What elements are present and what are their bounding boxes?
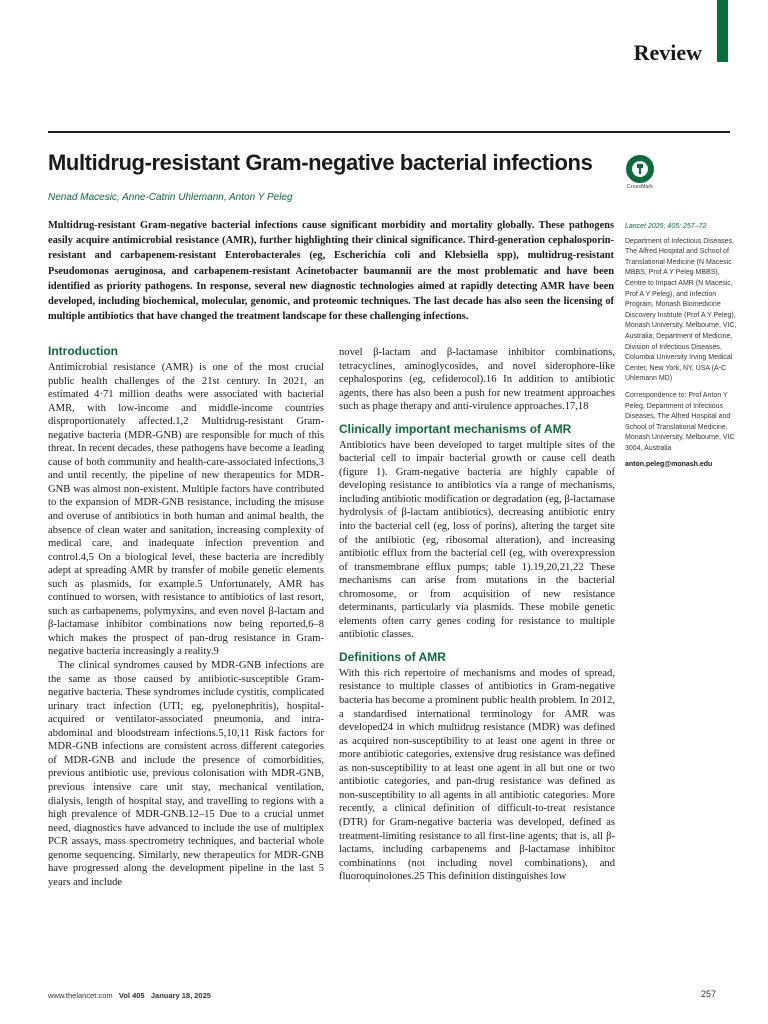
section-label: Review (633, 40, 702, 65)
journal-website-link[interactable]: www.thelancet.com (48, 991, 113, 1000)
citation: Lancet 2025; 405: 257–72 (625, 223, 707, 230)
volume: Vol 405 (118, 991, 145, 1000)
footer-left (48, 991, 211, 1000)
header-rule (48, 131, 730, 133)
page-number: 257 (700, 989, 716, 999)
intro-continued-paragraph: novel β-lactam and β-lactamase inhibitor combinations, tetracyclines, aminoglycosides, and novel siderophore-like cephalosporins (eg, cefiderocol).16 In addition to antibiotic agents, there has also been a push for new treatment approaches such as phage therapy and anti-virulence approaches.17,18 (339, 347, 615, 413)
heading-mechanisms: Clinically important mechanisms of AMR (339, 421, 572, 436)
crossmark-badge[interactable] (623, 155, 657, 190)
heading-introduction: Introduction (48, 344, 118, 358)
definitions-paragraph: With this rich repertoire of mechanisms and modes of spread, resistance to multiple classes of antibiotics in Gram-negative bacteria has become a prominent public health problem. In 2012, a standardised international terminology for AMR was developed24 in which multidrug resistance (MDR) was defined as acquired non-susceptibility to at least one agent in three or more antibiotic categories, extensive drug resistance was defined as non-susceptibility to at least one agent in all but one or two antibiotic categories, and pan-drug resistance was defined as non-susceptibility to all agents in all antibiotic categories. More recently, a clinical definition of difficult-to-treat resistance (DTR) for Gram-negative bacteria was developed, defined as treatment-limiting resistance to all first-line agents; that is, all β-lactams, including carbapenems and β-lactamase inhibitor combinations (not including novel combinations), and fluoroquinolones.25 This definition distinguishes low (339, 667, 615, 883)
mechanisms-paragraph: Antibiotics have been developed to target multiple sites of the bacterial cell to impair bacterial growth or cause cell death (figure 1). Gram-negative bacteria are highly capable of developing resistance to antibiotics via a range of mechanisms, including antibiotic modification or degradation (eg, β-lactamase hydrolysis of β-lactam antibiotics), decreasing antibiotic entry into the bacterial cell (eg, loss of porins), altering the target site of the antibiotic (eg, ribosomal alteration), and increasing antibiotic efflux from the bacterial cell (eg, with overexpression of transmembrane efflux pumps; table 1).19,20,21,22 These mechanisms can arise from mutations in the bacterial chromosome, or from acquisition of new resistance determinants, particularly via plasmids. These mobile genetic elements often carry genes coding for resistance to multiple antibiotic classes. (339, 439, 615, 641)
crossmark-icon (626, 155, 654, 183)
article-title: Multidrug-resistant Gram-negative bacterial infections (48, 150, 593, 175)
section-color-bar (717, 0, 728, 62)
issue-date: January 18, 2025 (150, 991, 211, 1000)
intro-paragraph-2: The clinical syndromes caused by MDR-GNB infections are the same as those caused by antibiotic-susceptible Gram-negative bacteria. These syndromes include cystitis, complicated urinary tract infection (UTI; eg, pyelonephritis), hospital-acquired or ventilator-associated pneumonia, and intra-abdominal and bloodstream infections.5,10,11 Risk factors for MDR-GNB infections are consistent across different categories of MDR-GNB and include the presence of comorbidities, previous antibiotic use, previous colonisation with MDR-GNB, previous intensive care unit stay, mechanical ventilation, dialysis, length of hospital stay, and travelling to regions with a high prevalence of MDR-GNB.12–15 Due to a crucial unmet need, diagnostics have advanced to include the use of multiplex PCR assays, mass spectrometry techniques, and bacterial whole genome sequencing. Similarly, new therapeutics for MDR-GNB have progressed along the development pipeline in the last 5 years and include (48, 660, 324, 888)
affiliations: Department of Infectious Diseases, The Alfred Hospital and School of Translational Medicine (N Macesic MBBS, Prof A Y Peleg MBBS), Centre to Impact AMR (N Macesic, Prof A Y Peleg), and Infection Program, Monash Biomedicine Discovery Institute (Prof A Y Peleg), Monash University, Melbourne, VIC, Australia; Department of Medicine, Division of Infectious Diseases, Columbia University Irving Medical Center, New York, NY, USA (A-C Uhlemann MD) (625, 237, 737, 383)
sidebar (625, 222, 737, 471)
author-list: Nenad Macesic, Anne-Catrin Uhlemann, Anton Y Peleg (48, 192, 293, 203)
correspondence-email[interactable]: anton.peleg@monash.edu (625, 461, 713, 469)
left-column (48, 344, 324, 889)
correspondence: Correspondence to: Prof Anton Y Peleg, Department of Infectious Diseases, The Alfred Hospital and School of Translational Medicine, Monash University, Melbourne, VIC 3004, Australia (625, 391, 735, 452)
abstract: Multidrug-resistant Gram-negative bacterial infections cause significant morbidity and mortality globally. These pathogens easily acquire antimicrobial resistance (AMR), further highlighting their clinical significance. Third-generation cephalosporin-resistant and carbapenem-resistant Enterobacterales (eg, Escherichia coli and Klebsiella spp), multidrug-resistant Pseudomonas aeruginosa, and carbapenem-resistant Acinetobacter baumannii are the most problematic and have been identified as priority pathogens. In response, several new diagnostic technologies aimed at rapidly detecting AMR have been developed, including biochemical, molecular, genomic, and proteomic techniques. The last decade has also seen the licensing of multiple antibiotics that have changed the treatment landscape for these challenging infections. (48, 220, 614, 323)
intro-paragraph-1: Antimicrobial resistance (AMR) is one of the most crucial public health challenges of the 21st century. In 2021, an estimated 4·71 million deaths were associated with bacterial AMR, with low-income and middle-income countries disproportionately affected.1,2 Multidrug-resistant Gram-negative bacteria (MDR-GNB) are responsible for much of this threat. In recent decades, these pathogens have become a leading cause of both community and health-care-associated infections,3 and until recently, the pipeline of new therapeutics for MDR-GNB was almost non-existent. Multiple factors have contributed to the expansion of MDR-GNB resistance, including the misuse and overuse of antibiotics in both human and animal health, the absence of clean water and sanitation, increasing complexity of medical care, and inadequate infection prevention and control.4,5 On a biological level, these bacteria are incredibly adept at spreading AMR by transfer of mobile genetic elements such as plasmids, for example.5 Unfortunately, AMR has continued to worsen, with resistance to antibiotics of last resort, such as carbapenems, polymyxins, and even novel β-lactam and β-lactamase inhibitor combinations now being reported,6–8 which makes the prospect of pan-drug resistance in Gram-negative bacteria increasingly a reality.9 (48, 362, 324, 658)
crossmark-label: CrossMark (627, 184, 653, 190)
heading-definitions: Definitions of AMR (339, 649, 446, 664)
middle-column (339, 346, 615, 884)
